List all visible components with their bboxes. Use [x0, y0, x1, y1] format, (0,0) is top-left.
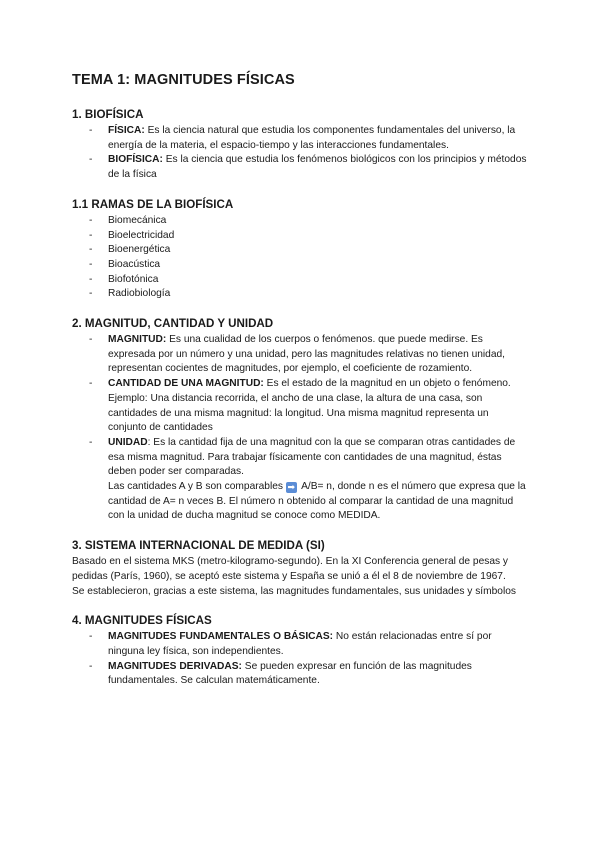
definition-continued: A/B= n, donde n es el número que expresa que la cantidad de A= n veces B. El número n obtenido al comparar la cantidad de una magnitud con la unidad de ducha magnitud se conoce como MEDIDA.: [108, 481, 526, 522]
list-item: [72, 243, 528, 258]
branch-name: Biofotónica: [108, 273, 159, 285]
bullet-list: [72, 630, 528, 689]
bullet-dash: -: [89, 229, 93, 241]
definition: No están relacionadas entre sí por ninguna ley física, son independientes.: [108, 631, 492, 657]
section-ramas-biofisica: [72, 198, 528, 302]
branch-name: Biomecánica: [108, 214, 167, 226]
term: MAGNITUDES FUNDAMENTALES O BÁSICAS:: [108, 631, 334, 643]
bullet-dash: -: [89, 660, 93, 672]
bullet-dash: -: [89, 125, 93, 136]
definition: Es el estado de la magnitud en un objeto o fenómeno. Ejemplo: Una distancia recorrida, el ancho de una clase, la altura de una casa, son cantidades de una misma magnitud: la longitud. Una misma magnitud representa un conjunto de cantidades: [108, 378, 511, 434]
list-item: [72, 660, 528, 689]
section-heading: 1. BIOFÍSICA: [72, 108, 144, 121]
section-sistema-internacional: [72, 539, 528, 599]
list-item: [72, 273, 528, 288]
section-biofisica: [72, 108, 528, 183]
list-item: [72, 258, 528, 273]
bullet-list: [72, 333, 528, 524]
bullet-dash: -: [89, 273, 93, 285]
list-item: [72, 124, 528, 153]
paragraph: Basado en el sistema MKS (metro-kilogramo-segundo). En la XI Conferencia general de pesas y pedidas (París, 1960), se aceptó este sistema y España se unió a él el 8 de noviembre de 1967.: [72, 556, 509, 582]
section-heading: 4. MAGNITUDES FÍSICAS: [72, 614, 212, 628]
definition: Se pueden expresar en función de las magnitudes fundamentales. Se calculan matemáticamente.: [108, 660, 472, 687]
term: MAGNITUD:: [108, 334, 167, 346]
section-heading: 1.1 RAMAS DE LA BIOFÍSICA: [72, 197, 234, 211]
bullet-dash: -: [89, 244, 93, 256]
list-item: [72, 214, 528, 229]
branch-name: Bioelectricidad: [108, 229, 175, 241]
list-item: [72, 153, 528, 182]
section-heading: 3. SISTEMA INTERNACIONAL DE MEDIDA (SI): [72, 539, 325, 553]
term: BIOFÍSICA:: [108, 154, 163, 166]
bullet-dash: -: [89, 288, 93, 300]
bullet-list: [72, 214, 528, 302]
bullet-dash: -: [89, 214, 93, 226]
list-item: [72, 333, 528, 377]
branch-name: Bioacústica: [108, 258, 161, 270]
definition: Es una cualidad de los cuerpos o fenómenos. que puede medirse. Es expresada por un número y una unidad, pero las magnitudes relativas no tienen unidad, representan cocientes de magnitudes, por ejemplo, el coeficiente de rozamiento.: [108, 334, 506, 375]
bullet-dash: -: [89, 334, 93, 346]
branch-name: Bioenergética: [108, 244, 171, 256]
bullet-dash: -: [89, 631, 93, 643]
document-title: TEMA 1: MAGNITUDES FÍSICAS: [72, 72, 295, 88]
branch-name: Radiobiología: [108, 288, 171, 300]
list-item: [72, 436, 528, 524]
bullet-list: [72, 124, 528, 183]
section-magnitud-cantidad-unidad: [72, 317, 528, 524]
definition: Es la ciencia que estudia los fenómenos biológicos con los principios y métodos de la física: [108, 154, 527, 181]
list-item: [72, 377, 528, 436]
arrow-right-icon: ➡: [287, 482, 296, 493]
term: UNIDAD: [108, 436, 148, 448]
definition: Es la ciencia natural que estudia los componentes fundamentales del universo, la energía de la materia, el espacio-tiempo y las interacciones fundamentales.: [108, 125, 516, 151]
term: MAGNITUDES DERIVADAS:: [108, 660, 242, 672]
section-heading: 2. MAGNITUD, CANTIDAD Y UNIDAD: [72, 317, 274, 331]
section-magnitudes-fisicas: [72, 614, 528, 689]
list-item: [72, 229, 528, 244]
document-content: [72, 72, 528, 704]
bullet-dash: -: [89, 378, 93, 390]
definition: : Es la cantidad fija de una magnitud con la que se comparan otras cantidades de esa misma magnitud. Para trabajar físicamente con cantidades de una magnitud, éstas deben poder ser comparadas.: [108, 436, 516, 478]
list-item: [72, 630, 528, 659]
term: FÍSICA:: [108, 125, 145, 136]
bullet-dash: -: [89, 436, 93, 448]
term: CANTIDAD DE UNA MAGNITUD:: [108, 378, 264, 390]
bullet-dash: -: [89, 154, 93, 166]
definition-continued: Las cantidades A y B son comparables: [108, 481, 286, 493]
bullet-dash: -: [89, 258, 93, 270]
paragraph: Se establecieron, gracias a este sistema, las magnitudes fundamentales, sus unidades y símbolos: [72, 585, 516, 597]
list-item: [72, 287, 528, 302]
